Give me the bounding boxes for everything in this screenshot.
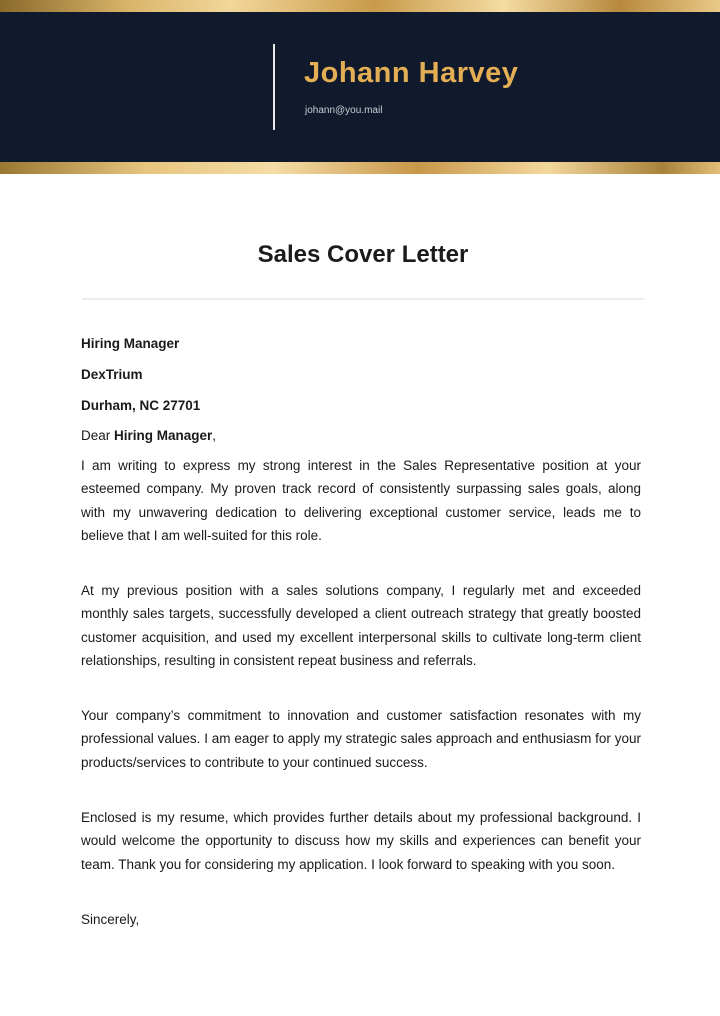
page-title: Sales Cover Letter	[257, 241, 469, 268]
body-paragraph-2: At my previous position with a sales solutions company, I regularly met and exceeded monthly sales targets, successfully developed a client outreach strategy that greatly boosted customer acquisition, and used my excellent interpersonal skills to cultivate long-term client relationships, resulting in consistent repeat business and referrals.	[81, 583, 641, 668]
closing: Sincerely,	[81, 912, 140, 927]
salutation-prefix: Dear	[81, 428, 115, 443]
recipient-company: DexTrium	[81, 367, 143, 382]
applicant-email: johann@you.mail	[305, 105, 383, 116]
recipient-name: Hiring Manager	[81, 336, 180, 351]
applicant-name: Johann Harvey	[304, 57, 519, 89]
header-vertical-divider	[273, 44, 275, 130]
title-divider	[82, 298, 644, 300]
body-paragraph-4: Enclosed is my resume, which provides further details about my professional background. I would welcome the opportunity to discuss how my skills and experiences can benefit your team. Thank you for considering my application. I look forward to speaking with you soon.	[81, 810, 641, 872]
header-gold-band-bottom	[0, 162, 720, 174]
body-paragraph-1: I am writing to express my strong interest in the Sales Representative position at your esteemed company. My proven track record of consistently surpassing sales goals, along with my unwavering dedication to delivering exceptional customer service, leads me to believe that I am well-suited for this role.	[81, 458, 641, 543]
salutation	[81, 428, 216, 443]
salutation-name: Hiring Manager	[114, 428, 213, 443]
recipient-location: Durham, NC 27701	[81, 398, 201, 413]
body-paragraph-3: Your company’s commitment to innovation and customer satisfaction resonates with my professional values. I am eager to apply my strategic sales approach and enthusiasm for your products/services to contribute to your continued success.	[81, 708, 641, 770]
salutation-suffix: ,	[212, 428, 217, 443]
header-gold-band-top	[0, 0, 720, 12]
